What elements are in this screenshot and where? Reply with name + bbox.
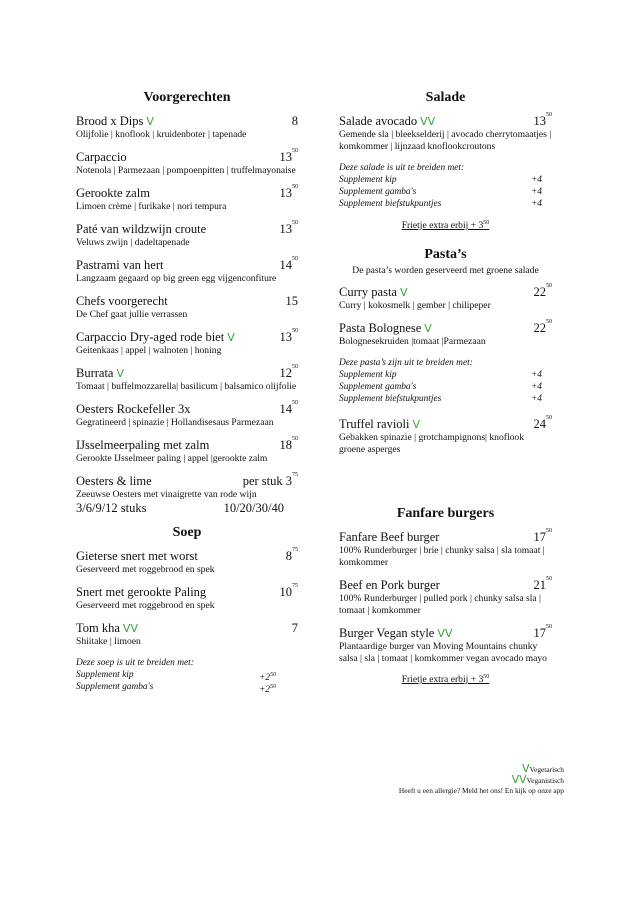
item-name bbox=[339, 321, 552, 336]
supplement-name: Supplement kip bbox=[76, 670, 134, 680]
price-value: 17 bbox=[533, 626, 546, 641]
menu-item bbox=[339, 578, 552, 617]
item-name-text: Burrata bbox=[76, 366, 114, 380]
menu-item bbox=[76, 222, 298, 249]
soep-supplements bbox=[76, 669, 298, 696]
item-description: Shiitake | limoen bbox=[76, 636, 141, 647]
voorgerechten-list bbox=[76, 114, 298, 465]
oesters-quantities bbox=[76, 501, 298, 516]
item-description: Bolognesekruiden |tomaat |Parmezaan bbox=[339, 336, 486, 348]
supplement-name: Supplement biefstukpuntjes bbox=[339, 394, 442, 405]
extend-note: Deze salade is uit te breiden met: bbox=[339, 163, 465, 173]
supplement-name: Supplement kip bbox=[339, 370, 397, 381]
item-description: Tomaat | buffelmozzarella| basilicum | balsamico olijfolie bbox=[76, 381, 297, 392]
item-price bbox=[280, 258, 299, 273]
leaf-icon: ᐯ bbox=[399, 286, 408, 300]
item-name-text: Chefs voorgerecht bbox=[76, 294, 168, 308]
supplement-name: Supplement biefstukpuntjes bbox=[339, 199, 442, 209]
item-price bbox=[280, 366, 299, 381]
menu-item bbox=[76, 186, 298, 213]
supplement-row bbox=[76, 681, 298, 696]
quantity-prices: 10/20/30/40 bbox=[223, 501, 284, 515]
item-name bbox=[339, 285, 552, 300]
item-name: Oesters & lime bbox=[76, 474, 152, 488]
left-column bbox=[76, 90, 298, 696]
price-value: 8 bbox=[291, 114, 298, 128]
double-leaf-icon: ᐯᐯ bbox=[511, 773, 527, 786]
price-cents: 50 bbox=[292, 364, 298, 370]
section-title-salade: Salade bbox=[425, 90, 466, 105]
price-value: 7 bbox=[291, 621, 298, 635]
item-description: Geitenkaas | appel | walnoten | honing bbox=[76, 345, 222, 356]
item-name-text: Pasta Bolognese bbox=[339, 321, 422, 336]
extend-note: Deze pasta’s zijn uit te breiden met: bbox=[339, 358, 473, 369]
item-name-text: Snert met gerookte Paling bbox=[76, 585, 207, 599]
item-price: per stuk $3^{75}$ bbox=[242, 472, 298, 488]
item-name-text: Beef en Pork burger bbox=[339, 578, 440, 593]
item-name-text: Tom kha bbox=[76, 621, 120, 635]
supplement-row bbox=[339, 369, 552, 381]
item-price bbox=[534, 530, 553, 545]
item-price bbox=[280, 402, 299, 417]
item-description: Veluws zwijn | dadeltapenade bbox=[76, 237, 190, 248]
menu-item bbox=[76, 366, 298, 393]
price-value: 14 bbox=[279, 402, 292, 416]
item-name bbox=[76, 330, 298, 345]
price-value: 22 bbox=[533, 285, 546, 300]
supplement-row bbox=[339, 198, 552, 210]
supplement-price-value: +4 bbox=[530, 175, 542, 185]
item-name-text: Curry pasta bbox=[339, 285, 397, 300]
supplement-row bbox=[339, 393, 552, 405]
price-cents: 50 bbox=[292, 256, 298, 262]
price-value: 18 bbox=[279, 438, 292, 452]
price-cents: 50 bbox=[546, 415, 552, 422]
right-column bbox=[339, 90, 552, 685]
price-value: 14 bbox=[279, 258, 292, 272]
item-price bbox=[286, 549, 298, 564]
item-name bbox=[76, 294, 298, 309]
item-price bbox=[280, 330, 299, 345]
item-price bbox=[280, 222, 299, 237]
fries-extra: Frietje extra erbij + $3^{50}$ bbox=[401, 220, 490, 232]
supplement-price bbox=[531, 198, 542, 210]
menu-item bbox=[76, 150, 298, 177]
item-description: Olijfolie | knoflook | kruidenboter | tapenade bbox=[76, 129, 247, 140]
supplement-price-value: +4 bbox=[530, 199, 542, 209]
allergy-note: Heeft u een allergie? Meld het ons! En kijk op onze app bbox=[398, 786, 564, 795]
price-value: 15 bbox=[285, 294, 298, 308]
item-description: Curry | kokosmelk | gember | chilipeper bbox=[339, 300, 491, 312]
item-description: Langzaam gegaard op big green egg vijgenconfiture bbox=[76, 273, 277, 284]
item-description: Gegratineerd | spinazie | Hollandisesaus Parmezaan bbox=[76, 417, 274, 428]
supplement-name: Supplement kip bbox=[339, 175, 397, 185]
price-cents: 50 bbox=[546, 576, 552, 583]
price-cents: 50 bbox=[546, 112, 552, 118]
price-cents: 50 bbox=[292, 220, 298, 226]
item-name-text: Carpaccio bbox=[76, 150, 127, 164]
item-price bbox=[292, 114, 298, 129]
quantities: 3/6/9/12 stuks bbox=[76, 501, 147, 515]
price-value: 13 bbox=[279, 186, 292, 200]
section-title-voorgerechten: Voorgerechten bbox=[143, 90, 231, 105]
supplement-name: Supplement gamba's bbox=[339, 187, 417, 197]
item-name bbox=[76, 150, 298, 165]
menu-item bbox=[76, 402, 298, 429]
supplement-row bbox=[339, 381, 552, 393]
supplement-row bbox=[339, 186, 552, 198]
price-cents: 50 bbox=[292, 328, 298, 334]
item-name-text: Oesters Rockefeller 3x bbox=[76, 402, 191, 416]
price-cents: 75 bbox=[292, 583, 298, 589]
price-cents: 50 bbox=[292, 148, 298, 154]
menu-item bbox=[339, 114, 552, 153]
legend-vegan: ᐯᐯVeganistisch bbox=[511, 773, 564, 786]
item-price bbox=[534, 626, 553, 641]
price-value: 24 bbox=[533, 417, 546, 432]
item-name bbox=[76, 186, 298, 201]
item-description: Limoen crème | furikake | nori tempura bbox=[76, 201, 227, 212]
price-cents: 50 bbox=[546, 528, 552, 535]
menu-item bbox=[339, 530, 552, 569]
item-name-text: Paté van wildzwijn croute bbox=[76, 222, 207, 236]
leaf-icon: ᐯ bbox=[424, 322, 432, 336]
item-description: 100% Runderburger | pulled pork | chunky salsa sla | tomaat | komkommer bbox=[339, 593, 541, 617]
item-name bbox=[339, 626, 552, 641]
item-description: Gebakken spinazie | grotchampignons| knoflook groene asperges bbox=[339, 432, 525, 456]
item-price bbox=[534, 114, 553, 129]
salade-supplements bbox=[339, 174, 552, 210]
item-price bbox=[534, 417, 553, 432]
item-name bbox=[76, 258, 298, 273]
price-value: 10 bbox=[279, 585, 292, 599]
item-price bbox=[534, 578, 553, 593]
supplement-name: Supplement gamba's bbox=[339, 382, 417, 393]
price-value: 17 bbox=[533, 530, 546, 545]
item-name-text: IJsselmeerpaling met zalm bbox=[76, 438, 210, 452]
item-name-text: Brood x Dips bbox=[76, 114, 144, 128]
supplement-price-cents: 50 bbox=[270, 672, 276, 678]
item-name bbox=[339, 578, 552, 593]
price-cents: 75 bbox=[292, 547, 298, 553]
menu-item bbox=[339, 285, 552, 312]
price-value: 8 bbox=[285, 549, 292, 563]
double-leaf-icon: ᐯᐯ bbox=[122, 622, 138, 635]
price-cents: 50 bbox=[546, 283, 552, 290]
leaf-icon: ᐯ bbox=[412, 418, 421, 432]
item-description: Gemende sla | bleekselderij | avocado cherrytomaatjes | komkommer | lijnzaad knoflookcroutons bbox=[339, 129, 552, 152]
extend-note: Deze soep is uit te breiden met: bbox=[76, 658, 194, 668]
supplement-price bbox=[531, 174, 542, 186]
item-description: Plantaardige burger van Moving Mountains chunky salsa | sla | tomaat | komkommer vegan avocado mayo bbox=[339, 641, 547, 665]
item-price bbox=[292, 621, 298, 636]
supplement-row bbox=[76, 669, 298, 684]
menu-item bbox=[76, 330, 298, 357]
section-title-burgers: Fanfare burgers bbox=[396, 506, 495, 522]
leaf-icon: ᐯ bbox=[521, 762, 530, 775]
menu-item-oesters bbox=[76, 474, 298, 516]
item-description: De Chef gaat jullie verrassen bbox=[76, 309, 188, 320]
item-description: Geserveerd met roggebrood en spek bbox=[76, 564, 215, 575]
item-name bbox=[339, 530, 552, 545]
item-price bbox=[280, 150, 299, 165]
supplement-price-value: +4 bbox=[530, 394, 542, 405]
price-cents: 50 bbox=[292, 184, 298, 190]
menu-item bbox=[339, 626, 552, 665]
item-name bbox=[76, 402, 298, 417]
item-name-text: Gieterse snert met worst bbox=[76, 549, 198, 563]
item-name bbox=[339, 114, 552, 129]
price-value: 12 bbox=[279, 366, 292, 380]
soep-list bbox=[76, 549, 298, 648]
legend-vegetarian: ᐯVegetarisch bbox=[521, 762, 564, 775]
item-description: Zeeuwse Oesters met vinaigrette van rode wijn bbox=[76, 489, 257, 500]
supplement-price-value: +4 bbox=[530, 370, 542, 381]
supplement-price bbox=[259, 681, 276, 696]
legend bbox=[399, 764, 564, 796]
item-name bbox=[76, 114, 298, 129]
leaf-icon: ᐯ bbox=[146, 115, 154, 128]
item-description: Notenola | Parmezaan | pompoenpitten | truffelmayonaise bbox=[76, 165, 296, 176]
item-description: Geserveerd met roggebrood en spek bbox=[76, 600, 215, 611]
double-leaf-icon: ᐯᐯ bbox=[420, 115, 436, 128]
section-title-pastas: Pasta’s bbox=[424, 247, 467, 263]
supplement-name: Supplement gamba's bbox=[76, 682, 154, 692]
item-price bbox=[280, 186, 299, 201]
supplement-price-value: +2 bbox=[258, 673, 270, 684]
menu-item bbox=[339, 417, 552, 456]
menu-item bbox=[76, 258, 298, 285]
supplement-price bbox=[531, 381, 542, 393]
supplement-price-cents: 50 bbox=[270, 684, 276, 690]
item-name-text: Pastrami van hert bbox=[76, 258, 164, 272]
item-name-text: Burger Vegan style bbox=[339, 626, 435, 641]
supplement-price-value: +4 bbox=[530, 187, 542, 197]
item-name bbox=[76, 585, 298, 600]
price-value: 21 bbox=[533, 578, 546, 593]
item-price bbox=[280, 438, 299, 453]
price-value: 13 bbox=[279, 330, 292, 344]
menu-item bbox=[76, 294, 298, 321]
menu-item bbox=[76, 114, 298, 141]
price-value: 22 bbox=[533, 321, 546, 336]
price-value: 13 bbox=[279, 150, 292, 164]
item-name-text: Salade avocado bbox=[339, 114, 418, 128]
supplement-price bbox=[531, 393, 542, 405]
item-name bbox=[76, 438, 298, 453]
menu-item bbox=[76, 585, 298, 612]
price-cents: 50 bbox=[292, 436, 298, 442]
menu-item bbox=[339, 321, 552, 348]
menu-item bbox=[76, 621, 298, 648]
item-name bbox=[76, 222, 298, 237]
double-leaf-icon: ᐯᐯ bbox=[437, 627, 453, 641]
pasta-supplements bbox=[339, 369, 552, 405]
item-description: Gerookte IJsselmeer paling | appel |gerookte zalm bbox=[76, 453, 268, 464]
leaf-icon: ᐯ bbox=[116, 367, 125, 380]
fries-extra: Frietje extra erbij + $3^{50}$ bbox=[401, 674, 490, 686]
item-name bbox=[76, 549, 298, 564]
supplement-price-value: +2 bbox=[258, 685, 270, 696]
pasta-extra bbox=[339, 417, 552, 456]
item-name-text: Gerookte zalm bbox=[76, 186, 150, 200]
item-price bbox=[534, 285, 553, 300]
burger-list bbox=[339, 530, 552, 665]
supplement-row bbox=[339, 174, 552, 186]
leaf-icon: ᐯ bbox=[227, 331, 235, 344]
item-name-text: Fanfare Beef burger bbox=[339, 530, 440, 545]
item-price bbox=[286, 294, 299, 309]
supplement-price-value: +4 bbox=[530, 382, 542, 393]
item-price bbox=[534, 321, 553, 336]
item-name bbox=[339, 417, 552, 432]
pasta-list bbox=[339, 285, 552, 348]
supplement-price bbox=[531, 369, 542, 381]
price-cents: 50 bbox=[292, 400, 298, 406]
item-name bbox=[76, 621, 298, 636]
item-description: 100% Runderburger | brie | chunky salsa | sla tomaat | komkommer bbox=[339, 545, 545, 569]
item-price bbox=[280, 585, 299, 600]
section-subtitle: De pasta’s worden geserveerd met groene salade bbox=[352, 265, 539, 277]
menu-item bbox=[76, 549, 298, 576]
menu-item bbox=[76, 438, 298, 465]
supplement-price bbox=[531, 186, 542, 198]
item-name bbox=[76, 366, 298, 381]
price-cents: 50 bbox=[546, 624, 552, 631]
salade-list bbox=[339, 114, 552, 153]
price-value: 13 bbox=[279, 222, 292, 236]
item-name-text: Truffel ravioli bbox=[339, 417, 410, 432]
section-title-soep: Soep bbox=[172, 525, 202, 540]
item-name-text: Carpaccio Dry-aged rode biet bbox=[76, 330, 225, 344]
price-cents: 50 bbox=[546, 319, 552, 326]
price-value: 13 bbox=[533, 114, 546, 128]
